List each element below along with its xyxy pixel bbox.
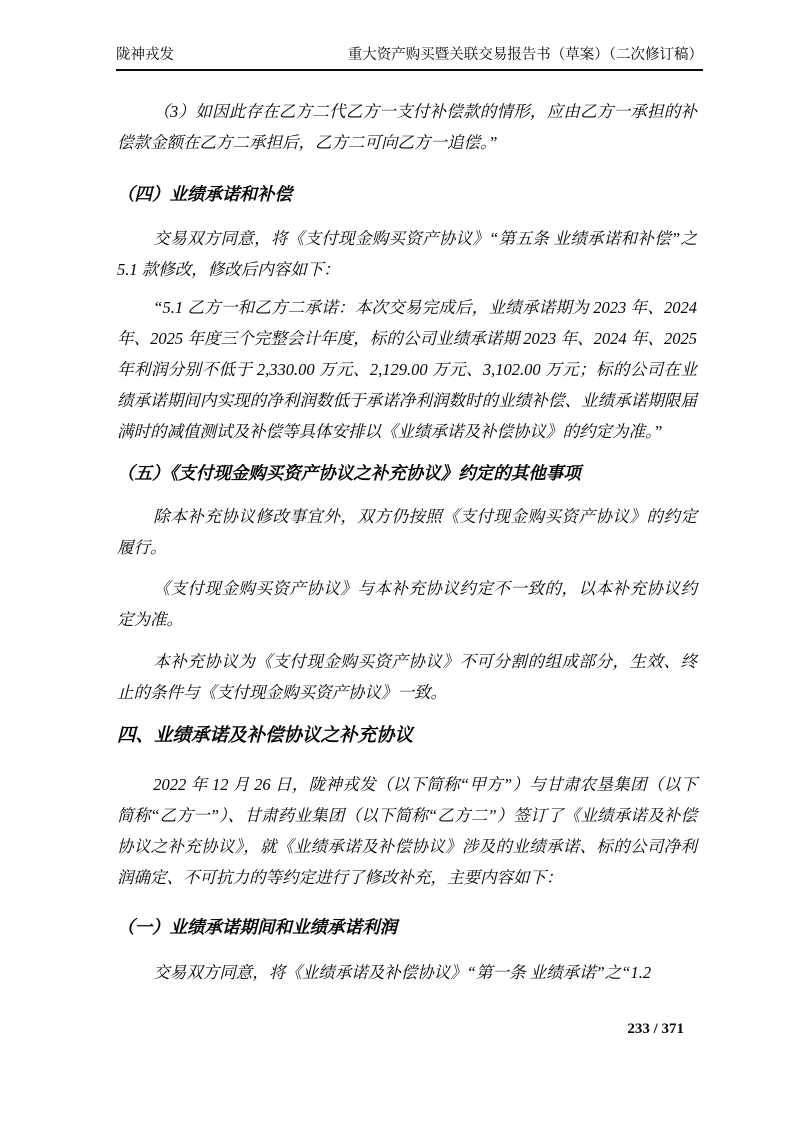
- heading-supplement-other-matters: （五）《支付现金购买资产协议之补充协议》约定的其他事项: [117, 463, 581, 483]
- page-footer: [627, 1021, 684, 1038]
- page-number: 233 / 371: [627, 1021, 684, 1037]
- para-perform-as-agreed: 除本补充协议修改事宜外，双方仍按照《支付现金购买资产协议》的约定履行。: [117, 507, 697, 557]
- para-integral-part: 本补充协议为《支付现金购买资产协议》不可分割的组成部分，生效、终止的条件与《支付现金购买资产协议》一致。: [117, 652, 697, 702]
- para-amend-clause-5-1: 交易双方同意，将《支付现金购买资产协议》“第五条 业绩承诺和补偿”之 5.1 款修改，修改后内容如下：: [117, 229, 697, 279]
- para-conflict-resolution: 《支付现金购买资产协议》与本补充协议约定不一致的，以本补充协议约定为准。: [117, 579, 697, 629]
- para-amend-clause-1-2: 交易双方同意，将《业绩承诺及补偿协议》“第一条 业绩承诺”之“1.2: [153, 963, 652, 982]
- header-company-name: 陇神戎发: [116, 47, 174, 63]
- document-content: [117, 96, 697, 988]
- para-compensation-recourse: （3）如因此存在乙方二代乙方一支付补偿款的情形，应由乙方一承担的补偿款金额在乙方二承担后，乙方二可向乙方一追偿。”: [117, 102, 697, 152]
- para-clause-5-1-quote: “5.1 乙方一和乙方二承诺：本次交易完成后，业绩承诺期为 2023 年、2024 年、2025 年度三个完整会计年度，标的公司业绩承诺期 2023 年、2024 年、2025 年利润分别不低于 2,330.00 万元、2,129.00 万元、3,102.00 万元；标的公司在业绩承诺期间内实现的净利润数低于承诺净利润数时的业绩补偿、业绩承诺期限届满时的减值测试及补偿等具体安排以《业绩承诺及补偿协议》的约定为准。”: [117, 298, 697, 441]
- para-agreement-signing: 2022 年 12 月 26 日，陇神戎发（以下简称“甲方”）与甘肃农垦集团（以下简称“乙方一”）、甘肃药业集团（以下简称“乙方二”）签订了《业绩承诺及补偿协议之补充协议》，就《业绩承诺及补偿协议》涉及的业绩承诺、标的公司净利润确定、不可抗力的等约定进行了修改补充，主要内容如下：: [117, 775, 697, 887]
- header-report-title: 重大资产购买暨关联交易报告书（草案）（二次修订稿）: [347, 47, 703, 63]
- heading-performance-commitment: （四）业绩承诺和补偿: [117, 184, 292, 204]
- page-header: [116, 0, 703, 71]
- heading-section-four: 四、业绩承诺及补偿协议之补充协议: [117, 726, 414, 746]
- heading-commitment-period-profit: （一）业绩承诺期间和业绩承诺利润: [117, 917, 397, 937]
